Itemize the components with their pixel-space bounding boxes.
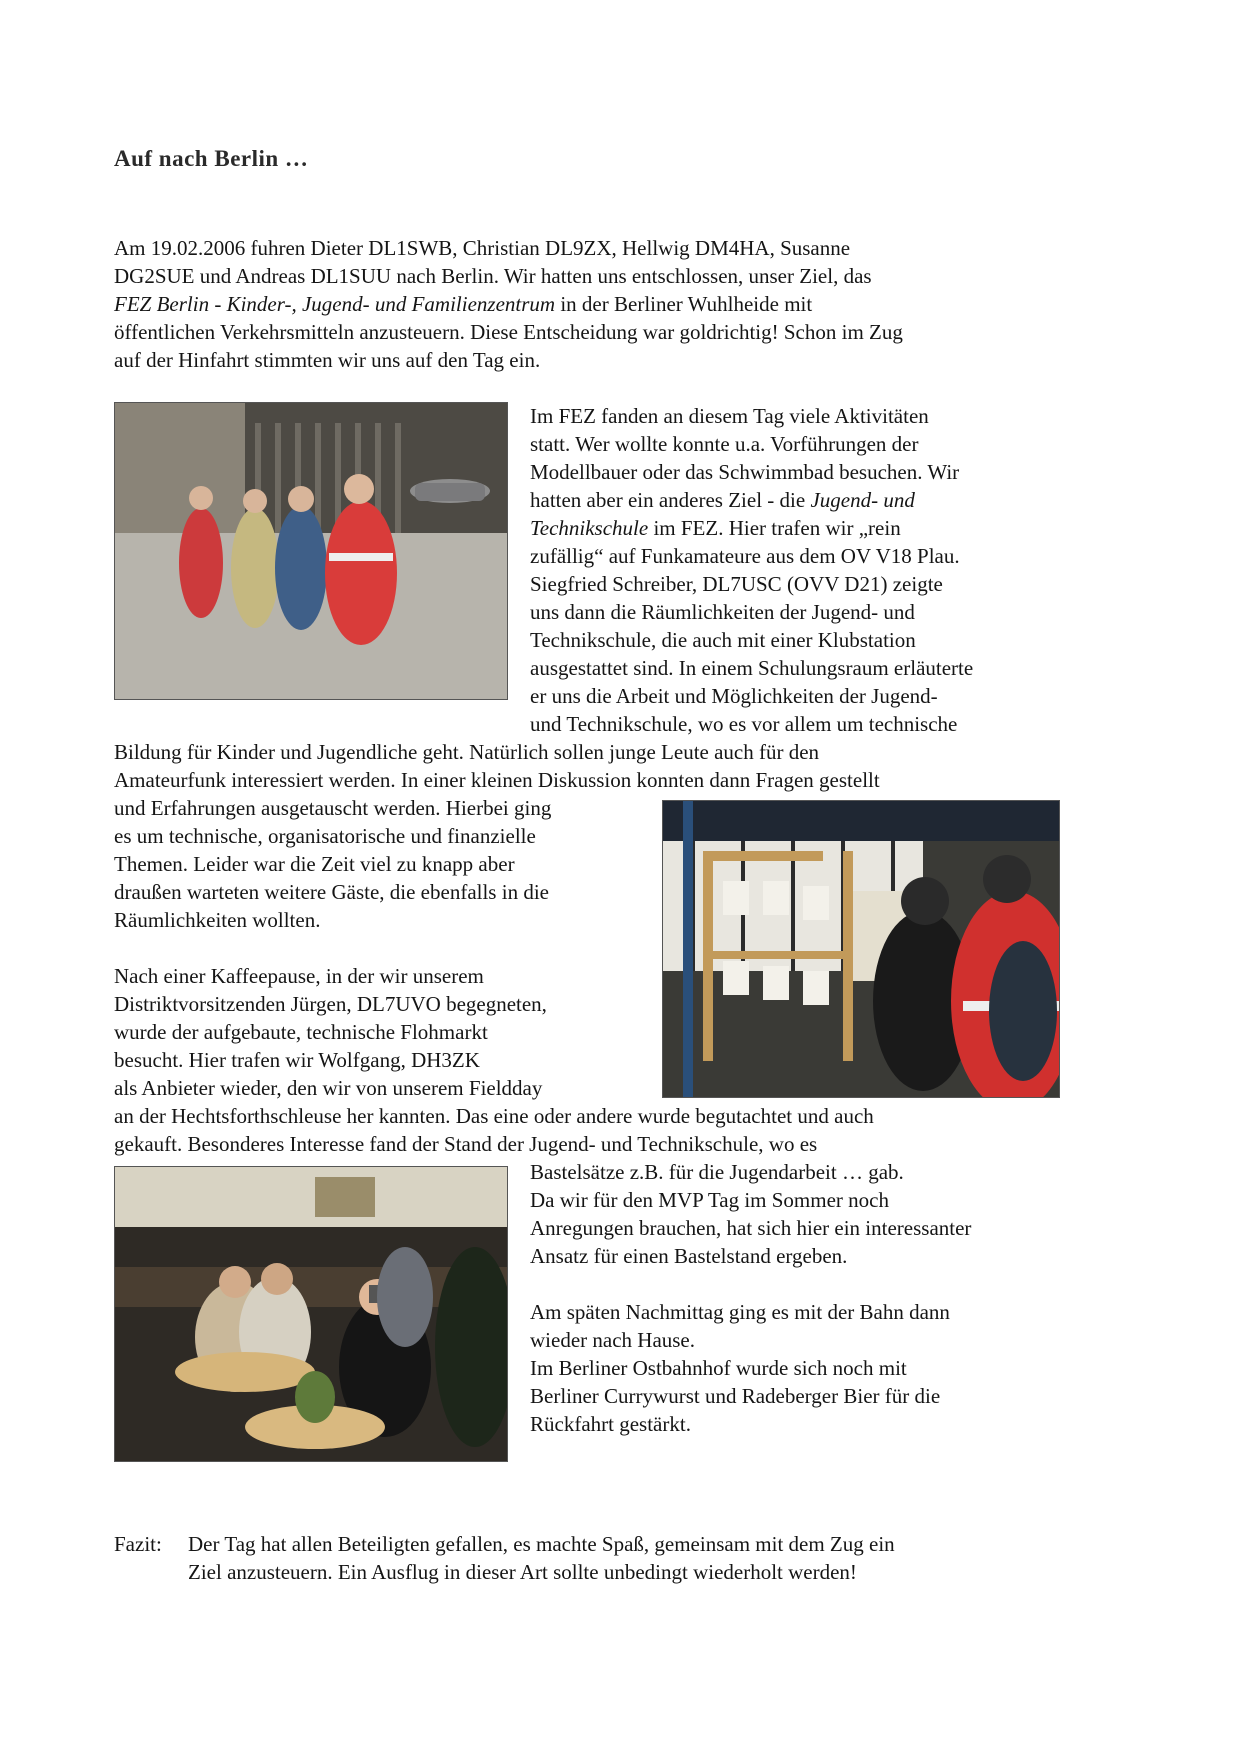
text-line: uns dann die Räumlichkeiten der Jugend- und [530,600,915,624]
text-line: Anregungen brauchen, hat sich hier ein interessanter [530,1216,972,1240]
text-line: Rückfahrt gestärkt. [530,1412,691,1436]
text-line: besucht. Hier trafen wir Wolfgang, DH3ZK [114,1048,480,1072]
text-line: Räumlichkeiten wollten. [114,908,321,932]
text-line: ausgestattet sind. In einem Schulungsraum erläuterte [530,656,974,680]
text-line: Der Tag hat allen Beteiligten gefallen, es machte Spaß, gemeinsam mit dem Zug ein [188,1532,895,1556]
text-line: Ansatz für einen Bastelstand ergeben. [530,1244,848,1268]
text-line: Siegfried Schreiber, DL7USC (OVV D21) zeigte [530,572,943,596]
text-span: im FEZ. Hier trafen wir „rein [648,516,901,540]
fez-name: FEZ Berlin - Kinder-, Jugend- und Familienzentrum [114,292,556,316]
text-line: Am späten Nachmittag ging es mit der Bahn dann [530,1300,950,1324]
page-title: Auf nach Berlin … [114,146,309,171]
text-line: und Technikschule, wo es vor allem um technische [530,712,958,736]
text-line: statt. Wer wollte konnte u.a. Vorführungen der [530,432,919,456]
text-line: Modellbauer oder das Schwimmbad besuchen. Wir [530,460,960,484]
text-line: und Erfahrungen ausgetauscht werden. Hierbei ging [114,796,552,820]
text-line: Im FEZ fanden an diesem Tag viele Aktivitäten [530,404,929,428]
text-line: er uns die Arbeit und Möglichkeiten der Jugend- [530,684,938,708]
text-line: gekauft. Besonderes Interesse fand der Stand der Jugend- und Technikschule, wo es [114,1132,818,1156]
text-line: Nach einer Kaffeepause, in der wir unserem [114,964,484,988]
jugendschule-name: Jugend- und [810,488,915,512]
text-line: wurde der aufgebaute, technische Flohmarkt [114,1020,488,1044]
text-span: in der Berliner Wuhlheide mit [555,292,813,316]
text-line: an der Hechtsforthschleuse her kannten. Das eine oder andere wurde begutachtet und auch [114,1104,874,1128]
text-line: zufällig“ auf Funkamateure aus dem OV V18 Plau. [530,544,960,568]
text-line: Berliner Currywurst und Radeberger Bier für die [530,1384,941,1408]
text-line: DG2SUE und Andreas DL1SUU nach Berlin. Wir hatten uns entschlossen, unser Ziel, das [114,264,872,288]
text-line: öffentlichen Verkehrsmitteln anzusteuern. Diese Entscheidung war goldrichtig! Schon im Zug [114,320,903,344]
text-line: Technikschule, die auch mit einer Klubstation [530,628,916,652]
photo-coffee-break [114,1166,508,1462]
text-line: Im Berliner Ostbahnhof wurde sich noch mit [530,1356,907,1380]
text-line: Distriktvorsitzenden Jürgen, DL7UVO begegneten, [114,992,547,1016]
text-line [530,486,915,514]
text-line: Da wir für den MVP Tag im Sommer noch [530,1188,889,1212]
text-line: auf der Hinfahrt stimmten wir uns auf den Tag ein. [114,348,541,372]
text-line: Amateurfunk interessiert werden. In einer kleinen Diskussion konnten dann Fragen gestellt [114,768,880,792]
text-span: hatten aber ein anderes Ziel - die [530,488,811,512]
text-line: es um technische, organisatorische und finanzielle [114,824,536,848]
photo-technikschule-inside [662,800,1060,1098]
text-line: wieder nach Hause. [530,1328,696,1352]
text-line: Bildung für Kinder und Jugendliche geht. Natürlich sollen junge Leute auch für den [114,740,820,764]
text-line [114,290,812,318]
text-line: Ziel anzusteuern. Ein Ausflug in dieser Art sollte unbedingt wiederholt werden! [188,1560,857,1584]
jugendschule-name: Technikschule [530,516,649,540]
text-line: als Anbieter wieder, den wir von unserem Fieldday [114,1076,543,1100]
text-line: Bastelsätze z.B. für die Jugendarbeit … gab. [530,1160,904,1184]
text-line: Am 19.02.2006 fuhren Dieter DL1SWB, Christian DL9ZX, Hellwig DM4HA, Susanne [114,236,851,260]
text-line: Themen. Leider war die Zeit viel zu knapp aber [114,852,515,876]
photo-group-outside [114,402,508,700]
fazit-label: Fazit: [114,1532,162,1556]
text-line: draußen warteten weitere Gäste, die ebenfalls in die [114,880,549,904]
text-line [530,514,901,542]
